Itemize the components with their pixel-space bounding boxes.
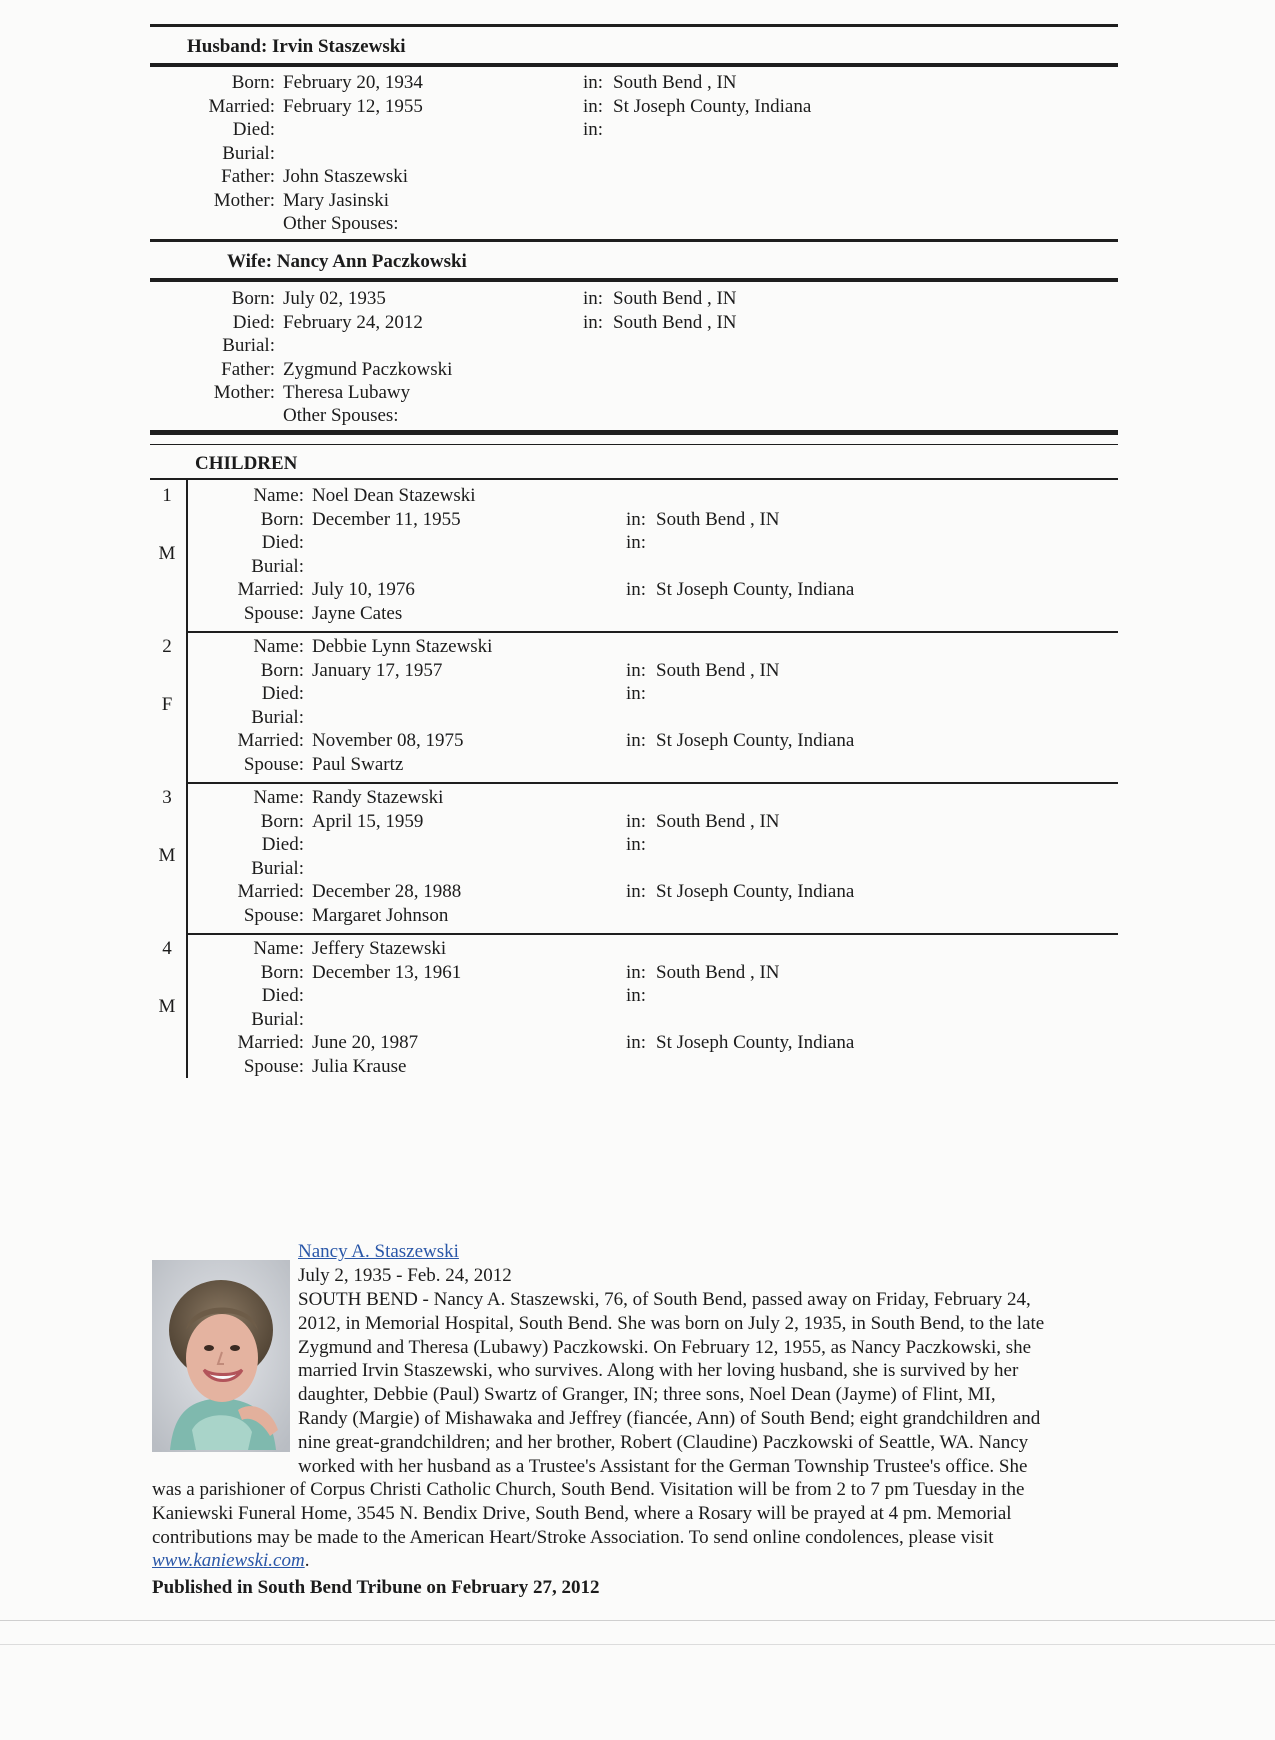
- child-married-value: November 08, 1975: [312, 730, 464, 751]
- published-line: Published in South Bend Tribune on February 27, 2012: [152, 1577, 600, 1598]
- child-divider-vertical: [186, 631, 188, 782]
- wife-top-rule: [150, 239, 1118, 242]
- obituary-line: 2012, in Memorial Hospital, South Bend. She was born on July 2, 1935, in South Bend, to the late: [298, 1312, 1045, 1334]
- husband-fact-label: Married:: [208, 95, 275, 117]
- child-spouse-label: Spouse:: [243, 1055, 304, 1077]
- child-spouse-label: Spouse:: [243, 602, 304, 624]
- child-born-value: December 11, 1955: [312, 508, 461, 530]
- husband-header-label: Husband:: [187, 36, 268, 57]
- portrait-photo-icon: [152, 1260, 290, 1452]
- child-spouse-label: Spouse:: [243, 753, 304, 775]
- child-name-label: Name:: [253, 636, 304, 657]
- page-edge-line-2: [0, 1644, 1275, 1645]
- child-separator-rule: [186, 782, 1118, 784]
- husband-fact-in: in:: [583, 72, 604, 93]
- child-born-place: South Bend , IN: [656, 961, 780, 983]
- obituary-body-wrapped: [298, 1288, 1128, 1478]
- wife-fact-in: in:: [583, 288, 604, 309]
- child-spouse-value: Julia Krause: [312, 1055, 407, 1077]
- child-born-in: in:: [626, 810, 647, 832]
- child-born-value: April 15, 1959: [312, 810, 424, 832]
- website-link[interactable]: www.kaniewski.com: [152, 1550, 305, 1571]
- child-married-value: June 20, 1987: [312, 1032, 419, 1053]
- obituary-line: Kaniewski Funeral Home, 3545 N. Bendix Drive, South Bend, where a Rosary will be prayed at 4 pm. Memorial: [152, 1502, 1012, 1524]
- obituary-line: SOUTH BEND - Nancy A. Staszewski, 76, of South Bend, passed away on Friday, February 24,: [298, 1289, 1031, 1310]
- child-sex: M: [158, 845, 176, 866]
- child-married-label: Married:: [237, 579, 304, 600]
- child-married-value: December 28, 1988: [312, 881, 462, 902]
- wife-fact-value: February 24, 2012: [283, 311, 423, 333]
- husband-fact-label: Died:: [232, 119, 275, 140]
- husband-fact-in: in:: [583, 95, 604, 117]
- child-spouse-value: Paul Swartz: [312, 753, 404, 775]
- obituary-line: Zygmund and Theresa (Lubawy) Paczkowski. On February 12, 1955, as Nancy Paczkowski, she: [298, 1336, 1032, 1358]
- child-divider-vertical: [186, 480, 188, 631]
- child-married-label: Married:: [237, 881, 304, 902]
- child-married-label: Married:: [237, 730, 304, 751]
- child-spouse-value: Margaret Johnson: [312, 904, 449, 926]
- husband-fact-label: Born:: [231, 72, 275, 93]
- child-separator-rule: [186, 933, 1118, 935]
- wife-other-spouses: Other Spouses:: [283, 405, 399, 426]
- child-married-in: in:: [626, 730, 647, 751]
- obituary-title[interactable]: [298, 1241, 459, 1263]
- husband-fact-place: South Bend , IN: [613, 72, 737, 93]
- page-edge-line: [0, 1620, 1275, 1621]
- child-born-label: Born:: [260, 961, 304, 983]
- child-burial-label: Burial:: [251, 857, 304, 879]
- husband-header: [187, 36, 406, 58]
- child-name-value: Randy Stazewski: [312, 787, 444, 808]
- child-number: 2: [162, 636, 172, 657]
- child-sex: M: [158, 996, 176, 1017]
- children-header: CHILDREN: [195, 453, 298, 474]
- obituary-line: worked with her husband as a Trustee's Assistant for the German Township Trustee's office. She: [298, 1455, 1028, 1477]
- child-born-label: Born:: [260, 508, 304, 530]
- wife-fact-label: Father:: [221, 358, 275, 380]
- wife-fact-place: South Bend , IN: [613, 288, 737, 309]
- child-married-label: Married:: [237, 1032, 304, 1053]
- child-married-in: in:: [626, 579, 647, 600]
- child-died-label: Died:: [261, 834, 304, 855]
- child-died-label: Died:: [261, 683, 304, 704]
- child-died-in: in:: [626, 532, 647, 553]
- child-number: 3: [162, 787, 172, 808]
- child-name-value: Jeffery Stazewski: [312, 938, 447, 959]
- husband-fact-value: Mary Jasinski: [283, 189, 390, 211]
- child-sex: M: [158, 543, 176, 564]
- wife-fact-value: Zygmund Paczkowski: [283, 358, 453, 380]
- child-born-value: January 17, 1957: [312, 659, 443, 681]
- obituary-line: nine great-grandchildren; and her brother, Robert (Claudine) Paczkowski of Seattle, WA. Nancy: [298, 1431, 1029, 1453]
- husband-fact-place: St Joseph County, Indiana: [613, 95, 812, 117]
- children-header-rule: [150, 478, 1118, 480]
- obituary-line: was a parishioner of Corpus Christi Catholic Church, South Bend. Visitation will be from 2 to 7 pm Tuesday in the: [152, 1479, 1025, 1500]
- child-born-in: in:: [626, 961, 647, 983]
- obituary-dates: July 2, 1935 - Feb. 24, 2012: [298, 1265, 512, 1286]
- child-married-value: July 10, 1976: [312, 579, 415, 600]
- child-born-label: Born:: [260, 659, 304, 681]
- child-born-place: South Bend , IN: [656, 659, 780, 681]
- child-burial-label: Burial:: [251, 706, 304, 728]
- husband-fact-value: February 12, 1955: [283, 95, 423, 117]
- child-separator-rule: [186, 631, 1118, 633]
- child-name-value: Debbie Lynn Stazewski: [312, 636, 493, 657]
- child-born-label: Born:: [260, 810, 304, 832]
- child-divider-vertical: [186, 782, 188, 933]
- child-married-place: St Joseph County, Indiana: [656, 1032, 855, 1053]
- child-born-in: in:: [626, 659, 647, 681]
- obituary-link-line: [152, 1550, 309, 1572]
- child-died-label: Died:: [261, 532, 304, 553]
- child-divider-vertical: [186, 933, 188, 1078]
- child-name-label: Name:: [253, 485, 304, 506]
- child-burial-label: Burial:: [251, 1008, 304, 1030]
- child-married-in: in:: [626, 1032, 647, 1053]
- obituary-title-link[interactable]: Nancy A. Staszewski: [298, 1241, 459, 1262]
- child-died-in: in:: [626, 683, 647, 704]
- wife-fact-place: South Bend , IN: [613, 311, 737, 333]
- child-born-place: South Bend , IN: [656, 810, 780, 832]
- child-name-label: Name:: [253, 787, 304, 808]
- wife-name: Nancy Ann Paczkowski: [276, 251, 467, 272]
- wife-fact-label: Died:: [232, 311, 275, 333]
- child-married-place: St Joseph County, Indiana: [656, 579, 855, 600]
- child-died-in: in:: [626, 985, 647, 1006]
- obituary-line: daughter, Debbie (Paul) Swartz of Granger, IN; three sons, Noel Dean (Jayme) of Flint, MI,: [298, 1384, 996, 1406]
- wife-fact-value: Theresa Lubawy: [283, 382, 411, 403]
- child-born-place: South Bend , IN: [656, 508, 780, 530]
- child-burial-label: Burial:: [251, 555, 304, 577]
- child-name-value: Noel Dean Stazewski: [312, 485, 476, 506]
- wife-fact-in: in:: [583, 311, 604, 333]
- child-number: 4: [162, 938, 172, 959]
- child-number: 1: [162, 485, 172, 506]
- children-top-rule-thin: [150, 444, 1118, 445]
- child-died-in: in:: [626, 834, 647, 855]
- child-married-in: in:: [626, 881, 647, 902]
- wife-fact-value: July 02, 1935: [283, 288, 386, 309]
- child-sex: F: [161, 694, 173, 715]
- husband-fact-value: John Staszewski: [283, 166, 409, 187]
- husband-name: Irvin Staszewski: [272, 36, 406, 57]
- wife-header-label: Wife:: [227, 251, 273, 272]
- obituary-body-full: [152, 1478, 1128, 1549]
- top-rule: [150, 24, 1118, 27]
- child-spouse-label: Spouse:: [243, 904, 304, 926]
- children-top-rule-thick: [150, 430, 1118, 435]
- child-died-label: Died:: [261, 985, 304, 1006]
- husband-fact-label: Burial:: [222, 142, 275, 164]
- child-married-place: St Joseph County, Indiana: [656, 730, 855, 751]
- wife-fact-label: Burial:: [222, 335, 275, 356]
- child-spouse-value: Jayne Cates: [312, 602, 403, 624]
- obituary-line: Randy (Margie) of Mishawaka and Jeffrey (fiancée, Ann) of South Bend; eight grandchildren and: [298, 1407, 1041, 1429]
- husband-fact-label: Father:: [221, 166, 275, 187]
- wife-fact-label: Mother:: [213, 382, 275, 403]
- wife-rule: [150, 278, 1118, 282]
- child-born-in: in:: [626, 508, 647, 530]
- link-suffix: .: [304, 1550, 310, 1571]
- husband-fact-in: in:: [583, 119, 604, 140]
- child-married-place: St Joseph County, Indiana: [656, 881, 855, 902]
- husband-other-spouses: Other Spouses:: [283, 213, 399, 234]
- obituary-line: married Irvin Staszewski, who survives. Along with her loving husband, she is survived by her: [298, 1360, 1019, 1382]
- wife-header: [227, 251, 467, 273]
- husband-fact-label: Mother:: [213, 189, 275, 211]
- child-born-value: December 13, 1961: [312, 961, 462, 983]
- husband-fact-value: February 20, 1934: [283, 72, 423, 93]
- wife-fact-label: Born:: [231, 288, 275, 309]
- obituary-line: contributions may be made to the American Heart/Stroke Association. To send online condolences, please visit: [152, 1526, 994, 1548]
- child-name-label: Name:: [253, 938, 304, 959]
- husband-rule: [150, 63, 1118, 67]
